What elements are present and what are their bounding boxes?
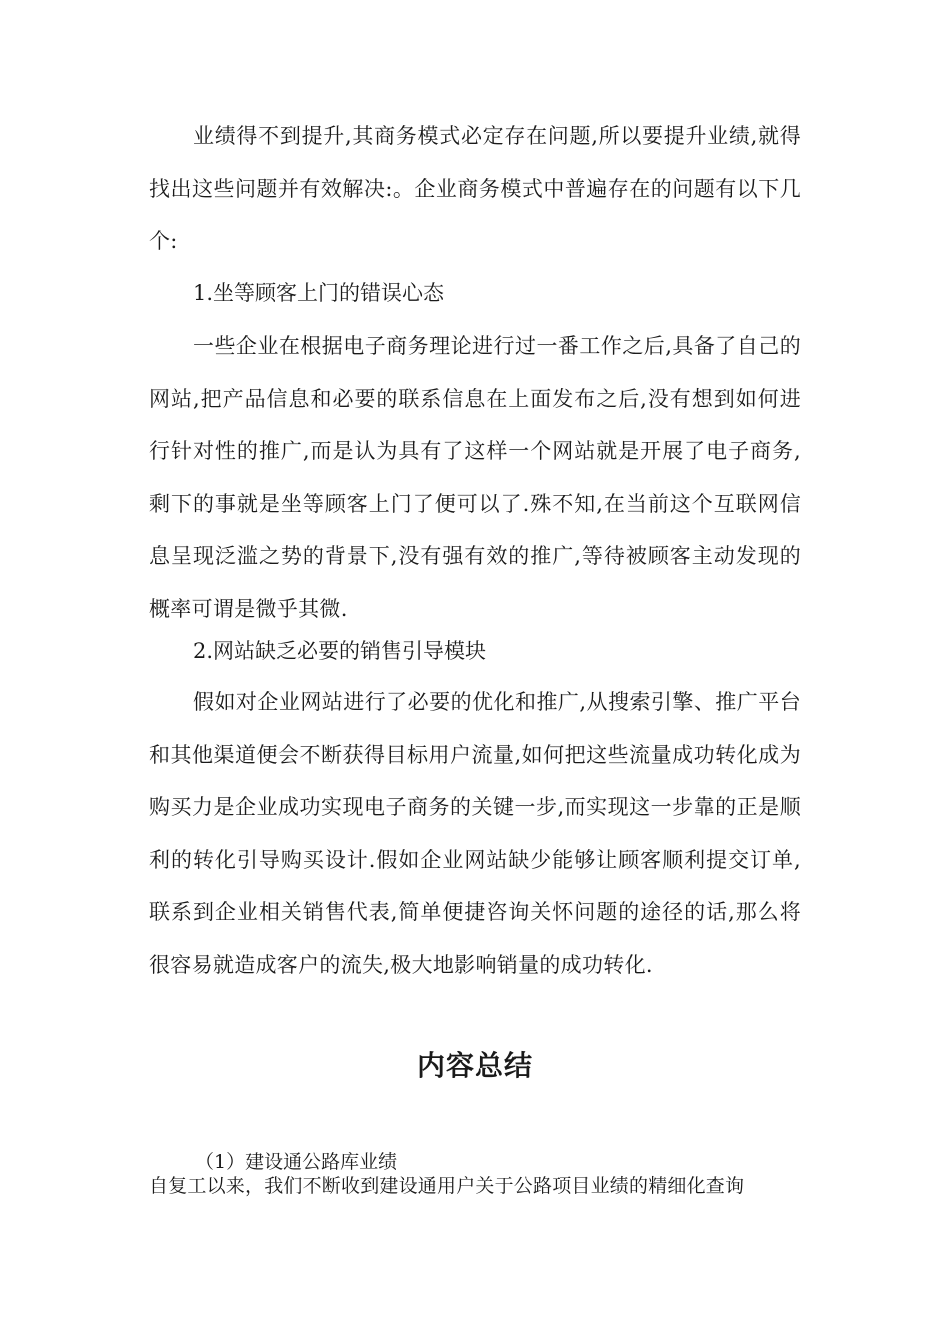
section1-paragraph: 一些企业在根据电子商务理论进行过一番工作之后,具备了自己的网站,把产品信息和必要的联系信息在上面发布之后,没有想到如何进行针对性的推广,而是认为具有了这样一个网站就是开展了电子商务,剩下的事就是坐等顾客上门了便可以了.殊不知,在当前这个互联网信息呈现泛滥之势的背景下,没有强有效的推广,等待被顾客主动发现的概率可谓是微乎其微. [149, 334, 801, 621]
section2-paragraph: 假如对企业网站进行了必要的优化和推广,从搜索引擎、推广平台和其他渠道便会不断获得目标用户流量,如何把这些流量成功转化成为购买力是企业成功实现电子商务的关键一步,而实现这一步靠的正是顺利的转化引导购买设计.假如企业网站缺少能够让顾客顺利提交订单,联系到企业相关销售代表,简单便捷咨询关怀问题的途径的话,那么将很容易就造成客户的流失,极大地影响销量的成功转化. [149, 690, 801, 977]
intro-paragraph: 业绩得不到提升,其商务模式必定存在问题,所以要提升业绩,就得找出这些问题并有效解决:。企业商务模式中普遍存在的问题有以下几个: [149, 124, 801, 253]
section1-heading: 1.坐等顾客上门的错误心态 [193, 281, 445, 305]
summary-title: 内容总结 [416, 1049, 533, 1082]
section2-heading: 2.网站缺乏必要的销售引导模块 [193, 639, 487, 663]
summary-subheading: （1）建设通公路库业绩 [195, 1151, 398, 1173]
summary-text: 自复工以来，我们不断收到建设通用户关于公路项目业绩的精细化查询 [149, 1175, 745, 1197]
